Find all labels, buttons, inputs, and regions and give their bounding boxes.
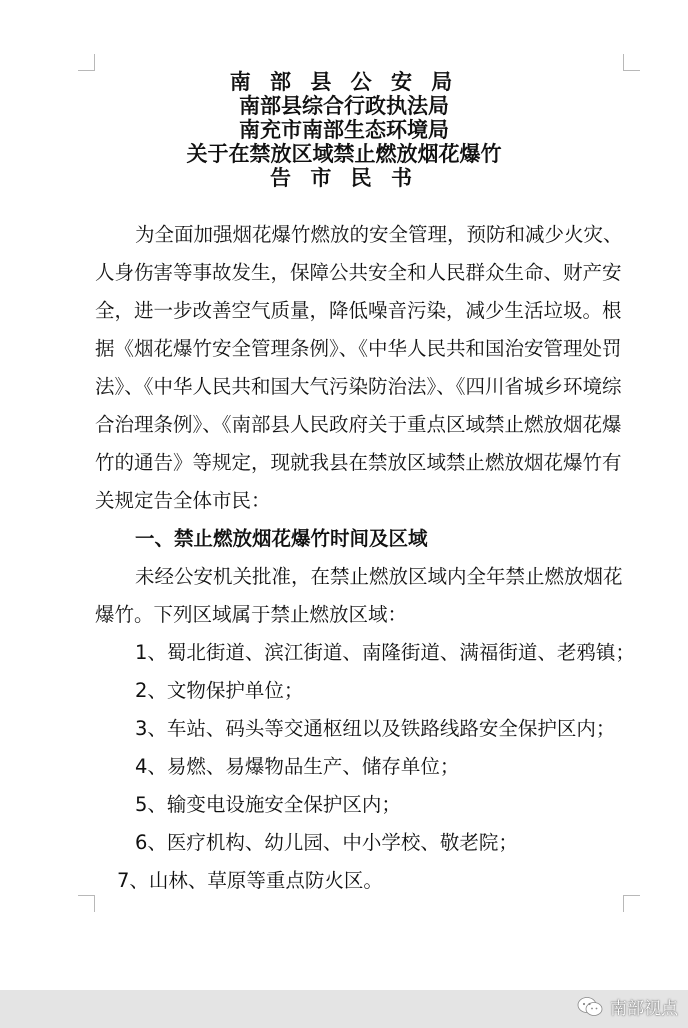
list-item: 3、车站、码头等交通枢纽以及铁路线路安全保护区内； bbox=[135, 717, 616, 740]
list-item: 6、医疗机构、幼儿园、中小学校、敬老院； bbox=[135, 831, 518, 854]
crop-mark-bottom-left bbox=[78, 895, 95, 912]
document-body bbox=[95, 216, 635, 900]
section-1-heading: 一、禁止燃放烟花爆竹时间及区域 bbox=[135, 527, 428, 550]
title-line-1: 南 部 县 公 安 局 bbox=[229, 70, 459, 94]
crop-mark-top-right bbox=[623, 54, 640, 71]
document-title bbox=[0, 70, 688, 190]
crop-mark-top-left bbox=[78, 54, 95, 71]
title-line-2: 南部县综合行政执法局 bbox=[239, 94, 449, 118]
watermark bbox=[576, 994, 678, 1019]
section-1-paragraph: 未经公安机关批准，在禁止燃放区域内全年禁止燃放烟花爆竹。下列区域属于禁止燃放区域： bbox=[95, 565, 623, 626]
list-item: 5、输变电设施安全保护区内； bbox=[135, 793, 401, 816]
wechat-icon bbox=[576, 996, 604, 1018]
list-item: 7、山林、草原等重点防火区。 bbox=[117, 869, 383, 892]
list-item: 2、文物保护单位； bbox=[135, 679, 304, 702]
list-item: 1、蜀北街道、滨江街道、南隆街道、满福街道、老鸦镇； bbox=[135, 641, 635, 664]
title-line-3: 南充市南部生态环境局 bbox=[239, 118, 449, 142]
list-item: 4、易燃、易爆物品生产、储存单位； bbox=[135, 755, 460, 778]
watermark-text: 南部视点 bbox=[610, 999, 678, 1019]
title-line-4: 关于在禁放区域禁止燃放烟花爆竹 bbox=[186, 142, 502, 166]
title-line-5: 告 市 民 书 bbox=[270, 166, 418, 190]
intro-paragraph: 为全面加强烟花爆竹燃放的安全管理，预防和减少火灾、人身伤害等事故发生，保障公共安全和人民群众生命、财产安全，进一步改善空气质量，降低噪音污染，减少生活垃圾。根据《烟花爆竹安全管理条例》、《中华人民共和国治安管理处罚法》、《中华人民共和国大气污染防治法》、《四川省城乡环境综合治理条例》、《南部县人民政府关于重点区域禁止燃放烟花爆竹的通告》等规定，现就我县在禁放区域禁止燃放烟花爆竹有关规定告全体市民： bbox=[95, 223, 623, 512]
